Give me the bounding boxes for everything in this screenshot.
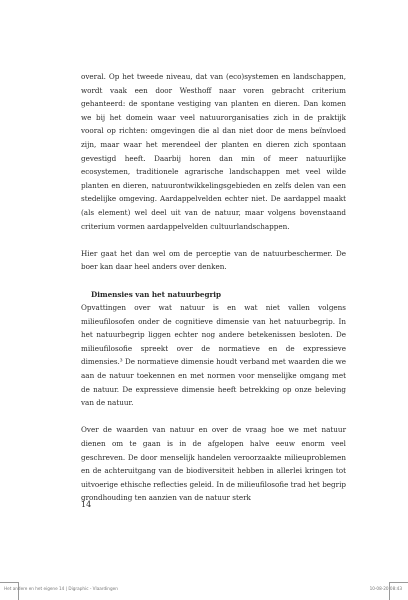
crop-mark-right [390, 582, 408, 583]
paragraph: Opvattingen over wat natuur is en wat niet vallen volgens milieufilosofen onder de cognitieve dimensie van het natuurbegrip. In het natuurbegrip liggen echter nog andere betekenissen besloten. De milieufilosofie spreekt over de normatieve en de expressieve dimensies.³ De normatieve dimensie houdt verband met waarden die we aan de natuur toekennen en met normen voor menselijke omgang met de natuur. De expressieve dimensie heeft betrekking op onze beleving van de natuur. [81, 303, 346, 408]
printer-slug-left: Het andere en het eigene 14 | Digraphic - Vlaardingen [4, 586, 118, 591]
paragraph: overal. Op het tweede niveau, dat van (eco)systemen en landschappen, wordt vaak een door Westhoff naar voren gebracht criterium gehanteerd: de spontane vestiging van planten en dieren. Dan komen we bij het domein waar veel natuurorganisaties zich in de praktijk vooral op richten: omgevingen die al dan niet door de mens beïnvloed zijn, maar waar het merendeel der planten en dieren zich spontaan gevestigd heeft. Daarbij horen dan min of meer natuurlijke ecosystemen, traditionele agrarische landschappen met veel wilde planten en dieren, natuurontwikkelingsgebieden en zelfs delen van een stedelijke omgeving. Aardappelvelden echter niet. De aardappel maakt (als element) wel deel uit van de natuur, maar volgens bovenstaand criterium vormen aardappelvelden cultuurlandschappen. [81, 72, 346, 231]
paragraph: Over de waarden van natuur en over de vraag hoe we met natuur dienen om te gaan is in de afgelopen halve eeuw enorm veel geschreven. De door menselijk handelen veroorzaakte milieuproblemen en de achteruitgang van de biodiversiteit hebben in allerlei kringen tot uitvoerige ethische reflecties geleid. In de milieufilosofie trad het begrip grondhouding ten aanzien van de natuur sterk [81, 425, 346, 503]
printer-slug-right: 10-08-20 08:43 [369, 586, 402, 591]
paragraph: Hier gaat het dan wel om de perceptie van de natuurbeschermer. De boer kan daar heel anders over denken. [81, 248, 346, 272]
crop-mark-left-vertical [18, 582, 19, 600]
section-heading: Dimensies van het natuurbegrip [91, 289, 222, 299]
crop-mark-right-vertical [389, 582, 390, 600]
page-number: 14 [81, 500, 92, 509]
body-text [81, 70, 346, 505]
crop-mark-left [0, 582, 18, 583]
